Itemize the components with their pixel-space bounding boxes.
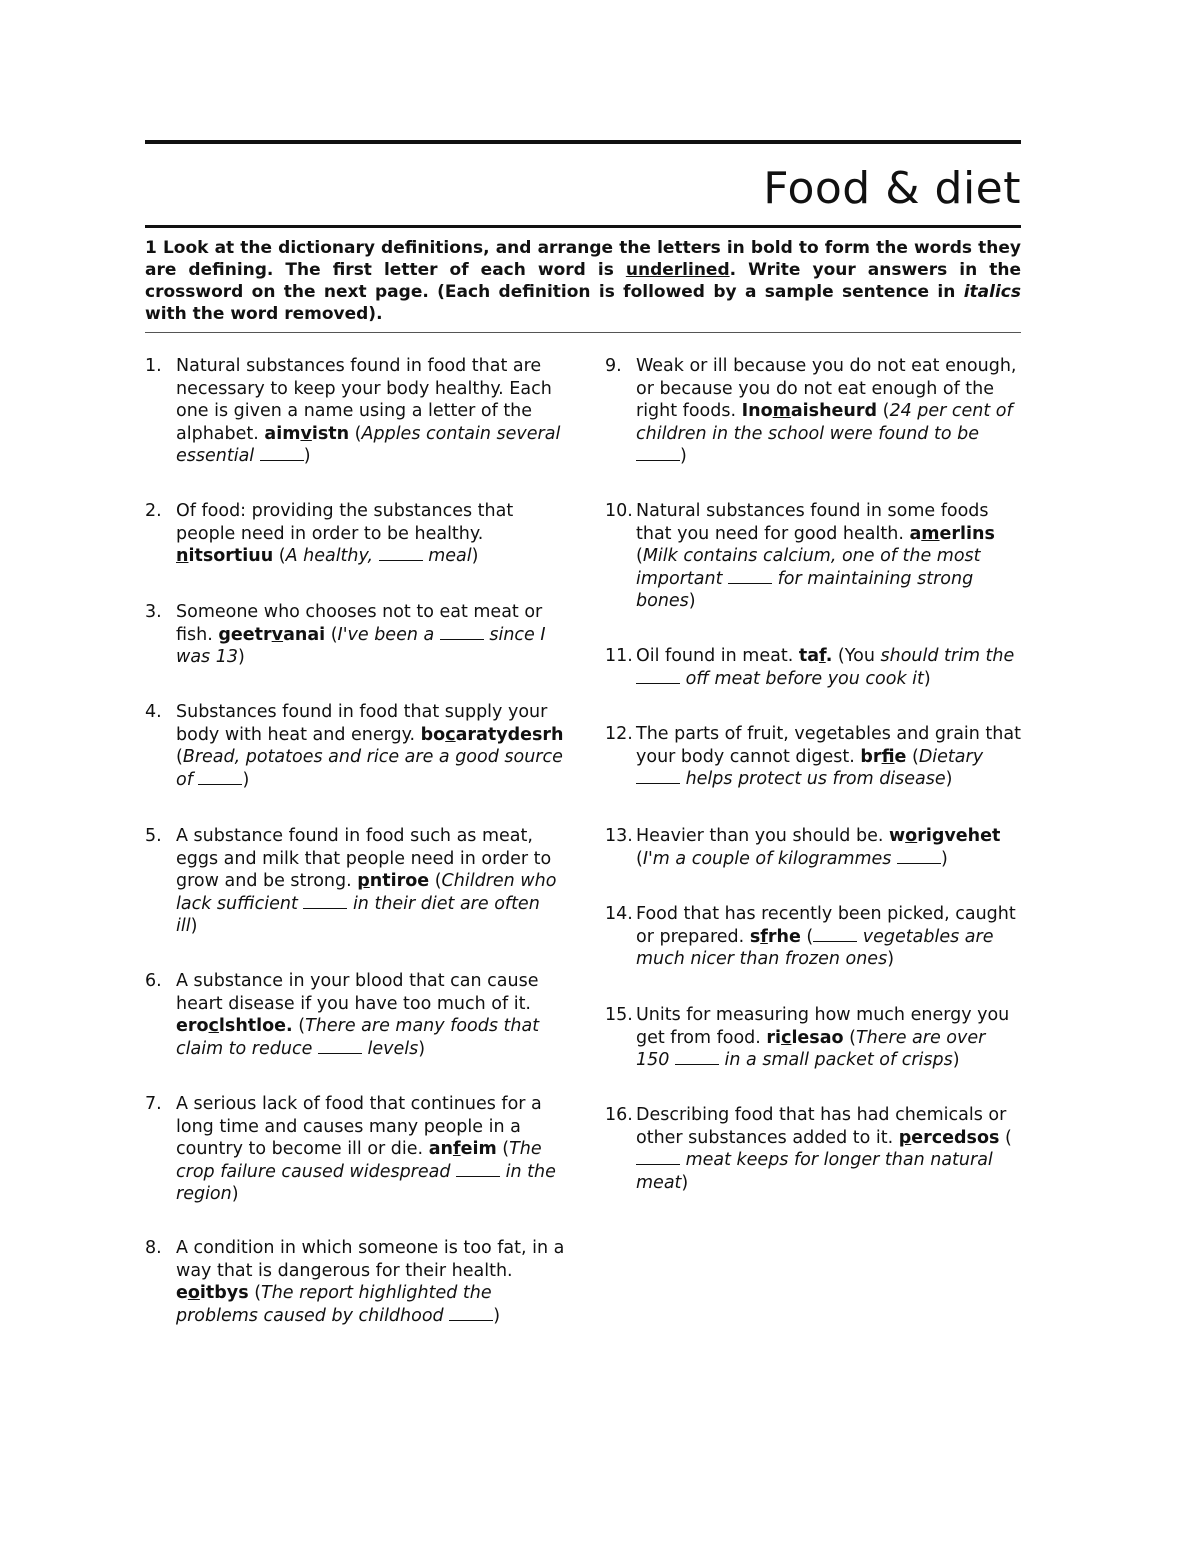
first-letter: c (445, 724, 456, 745)
example-sentence: Milk contains calcium, one of the most important for maintaining strong bones (636, 546, 981, 611)
definition-item (145, 601, 565, 669)
item-number: 14. (605, 904, 633, 924)
item-text: A substance found in food such as meat, eggs and milk that people need in order to grow and be strong. pntiroe (Children who lack sufficient in their diet are often ill) (176, 826, 557, 936)
answer-blank (303, 894, 347, 909)
first-letter: f (452, 1139, 461, 1159)
top-rule (145, 140, 1021, 144)
item-text: Food that has recently been picked, caught or prepared. sfrhe ( vegetables are much nicer than frozen ones) (636, 904, 1016, 969)
example-sentence: There are over 150 in a small packet of crisps (636, 1027, 986, 1070)
example-sentence: vegetables are much nicer than frozen ones (636, 926, 994, 969)
item-text: Heavier than you should be. worigvehet (I'm a couple of kilogrammes ) (636, 826, 1001, 869)
item-number: 15. (605, 1005, 633, 1025)
definition-item (145, 500, 565, 568)
answer-blank (260, 446, 304, 461)
item-text: A substance in your blood that can cause heart disease if you have too much of it. eroclshtloe. (There are many foods that claim to reduce levels) (176, 971, 540, 1059)
first-letter: f (819, 646, 826, 666)
definition-item (605, 903, 1021, 971)
first-letter: o (187, 1283, 200, 1303)
item-text: A condition in which someone is too fat, in a way that is dangerous for their health. eoitbys (The report highlighted the problems caused by childhood ) (176, 1238, 565, 1326)
title-rule (145, 225, 1021, 228)
example-sentence: The crop failure caused widespread in the region (176, 1139, 556, 1204)
item-text: Natural substances found in some foods that you need for good health. amerlins (Milk contains calcium, one of the most important for maintaining strong bones) (636, 501, 995, 611)
example-sentence: The report highlighted the problems caused by childhood (176, 1283, 492, 1326)
definition-text: Weak or ill because you do not eat enough, or because you do not eat enough of the right foods. (636, 356, 1017, 421)
example-sentence: There are many foods that claim to reduce levels (176, 1016, 540, 1059)
first-letter: p (898, 1127, 912, 1148)
instructions-rule (145, 332, 1021, 333)
jumbled-word: eoitbys (176, 1283, 249, 1303)
first-letter: o (905, 826, 918, 846)
item-text: Describing food that has had chemicals or other substances added to it. percedsos ( meat keeps for longer than natural meat) (636, 1105, 1012, 1193)
example-sentence: Dietary helps protect us from disease (636, 747, 983, 790)
definition-item (605, 500, 1021, 613)
jumbled-word: aimvistn (264, 423, 350, 444)
example-sentence: A healthy, meal (285, 546, 472, 566)
first-letter: v (271, 624, 284, 645)
example-sentence: I've been a since I was 13 (176, 624, 546, 667)
example-sentence: Bread, potatoes and rice are a good source of (176, 747, 563, 790)
answer-blank (813, 927, 857, 942)
page-title: Food & diet (763, 163, 1021, 214)
answer-blank (318, 1039, 362, 1054)
definition-text: A serious lack of food that continues for a long time and causes many people in a country to become ill or die. (176, 1094, 542, 1159)
item-number: 4. (145, 702, 162, 722)
item-text: Someone who chooses not to eat meat or fish. geetrvanai (I've been a since I was 13) (176, 602, 546, 667)
definition-text: Describing food that has had chemicals or other substances added to it. (636, 1105, 1007, 1148)
item-text: Units for measuring how much energy you get from food. riclesao (There are over 150 in a small packet of crisps) (636, 1005, 1010, 1070)
definition-text: Units for measuring how much energy you get from food. (636, 1005, 1010, 1048)
first-letter: c (781, 1027, 792, 1048)
item-number: 8. (145, 1238, 162, 1258)
definition-text: A condition in which someone is too fat, in a way that is dangerous for their health. (176, 1238, 565, 1281)
item-number: 7. (145, 1094, 162, 1114)
definition-item (145, 1093, 565, 1206)
item-number: 13. (605, 826, 633, 846)
definition-item (605, 723, 1021, 791)
item-number: 3. (145, 602, 162, 622)
definition-text: The parts of fruit, vegetables and grain that your body cannot digest. (636, 724, 1021, 767)
item-text: Of food: providing the substances that people need in order to be healthy. nitsortiuu (A healthy, meal) (176, 501, 514, 566)
definition-item (605, 1104, 1021, 1194)
definition-text: Heavier than you should be. (636, 826, 884, 846)
definition-item (605, 645, 1021, 690)
jumbled-word: Inomaisheurd (741, 401, 878, 421)
answer-blank (379, 546, 423, 561)
first-letter: m (921, 523, 940, 544)
example-sentence: 24 per cent of children in the school were found to be (636, 401, 1013, 466)
definition-text: Natural substances found in food that are necessary to keep your body healthy. Each one is given a name using a letter of the alphabet. (176, 356, 552, 444)
jumbled-word: eroclshtloe. (176, 1016, 293, 1036)
definition-item (145, 355, 565, 468)
jumbled-word: percedsos (898, 1127, 1000, 1148)
answer-blank (440, 625, 484, 640)
item-number: 12. (605, 724, 633, 744)
example-sentence: Children who lack sufficient in their diet are often ill (176, 871, 557, 936)
example-sentence: meat keeps for longer than natural meat (636, 1150, 993, 1193)
answer-blank (198, 770, 242, 785)
item-text: A serious lack of food that continues for a long time and causes many people in a country to become ill or die. anfeim (The crop failure caused widespread in the region) (176, 1094, 556, 1204)
definition-text: Oil found in meat. (636, 646, 794, 666)
answer-blank (449, 1306, 493, 1321)
jumbled-word: taf. (798, 646, 833, 666)
answer-blank (636, 446, 680, 461)
item-text: Natural substances found in food that are necessary to keep your body healthy. Each one is given a name using a letter of the alphabet. aimvistn (Apples contain several essential ) (176, 356, 561, 466)
definition-item (145, 970, 565, 1060)
first-letter: n (176, 546, 189, 566)
item-number: 5. (145, 826, 162, 846)
definition-item (605, 355, 1021, 468)
item-text: Weak or ill because you do not eat enough, or because you do not eat enough of the right foods. Inomaisheurd (24 per cent of children in the school were found to be ) (636, 356, 1017, 466)
item-number: 1. (145, 356, 162, 376)
definitions-columns (145, 355, 1021, 1355)
first-letter: v (300, 423, 312, 444)
jumbled-word: geetrvanai (218, 624, 326, 645)
item-number: 2. (145, 501, 162, 521)
definition-item (145, 1237, 565, 1327)
jumbled-word: anfeim (428, 1139, 497, 1159)
jumbled-word: worigvehet (889, 826, 1001, 846)
example-sentence: Apples contain several essential (176, 423, 561, 466)
item-number: 11. (605, 646, 633, 666)
first-letter: c (208, 1016, 219, 1036)
item-text: Substances found in food that supply your body with heat and energy. bocaratydesrh (Bread, potatoes and rice are a good source of ) (176, 702, 564, 790)
jumbled-word: amerlins (909, 523, 995, 544)
exercise-instructions: 1 Look at the dictionary definitions, and arrange the letters in bold to form the words they are defining. The first letter of each word is underlined. Write your answers in the crossword on the next page. (Each definition is followed by a sample sentence in italics with the word removed). (145, 238, 1021, 324)
example-sentence: I'm a couple of kilogrammes (643, 849, 941, 869)
item-number: 9. (605, 356, 622, 376)
jumbled-word: bocaratydesrh (420, 724, 564, 745)
item-text: Oil found in meat. taf. (You should trim the off meat before you cook it) (636, 646, 1015, 689)
first-letter: fi (881, 746, 895, 767)
jumbled-word: riclesao (766, 1027, 844, 1048)
definition-item (605, 825, 1021, 870)
jumbled-word: brfie (860, 746, 907, 767)
worksheet-page (145, 140, 1021, 1355)
definition-text: Natural substances found in some foods that you need for good health. (636, 501, 989, 544)
item-number: 10. (605, 501, 633, 521)
jumbled-word: sfrhe (749, 926, 801, 947)
item-number: 6. (145, 971, 162, 991)
example-sentence: should trim the off meat before you cook it (636, 646, 1014, 689)
definition-text: Of food: providing the substances that people need in order to be healthy. (176, 501, 514, 544)
answer-blank (456, 1162, 500, 1177)
jumbled-word: pntiroe (357, 871, 430, 891)
item-text: The parts of fruit, vegetables and grain that your body cannot digest. brfie (Dietary helps protect us from disease) (636, 724, 1021, 789)
definition-text: Someone who chooses not to eat meat or fish. (176, 602, 543, 645)
definition-text: Food that has recently been picked, caught or prepared. (636, 904, 1016, 947)
first-letter: p (357, 871, 370, 891)
answer-blank (636, 1150, 680, 1165)
definition-text: Substances found in food that supply your body with heat and energy. (176, 702, 548, 745)
answer-blank (728, 569, 772, 584)
answer-blank (636, 769, 680, 784)
definition-item (145, 701, 565, 791)
jumbled-word: nitsortiuu (176, 546, 274, 566)
first-letter: f (760, 926, 768, 947)
definition-item (145, 825, 565, 938)
answer-blank (675, 1050, 719, 1065)
answer-blank (636, 669, 680, 684)
definition-item (605, 1004, 1021, 1072)
definition-text: A substance in your blood that can cause heart disease if you have too much of it. (176, 971, 539, 1014)
definition-text: A substance found in food such as meat, eggs and milk that people need in order to grow and be strong. (176, 826, 552, 891)
first-letter: m (772, 401, 791, 421)
item-number: 16. (605, 1105, 633, 1125)
answer-blank (897, 849, 941, 864)
